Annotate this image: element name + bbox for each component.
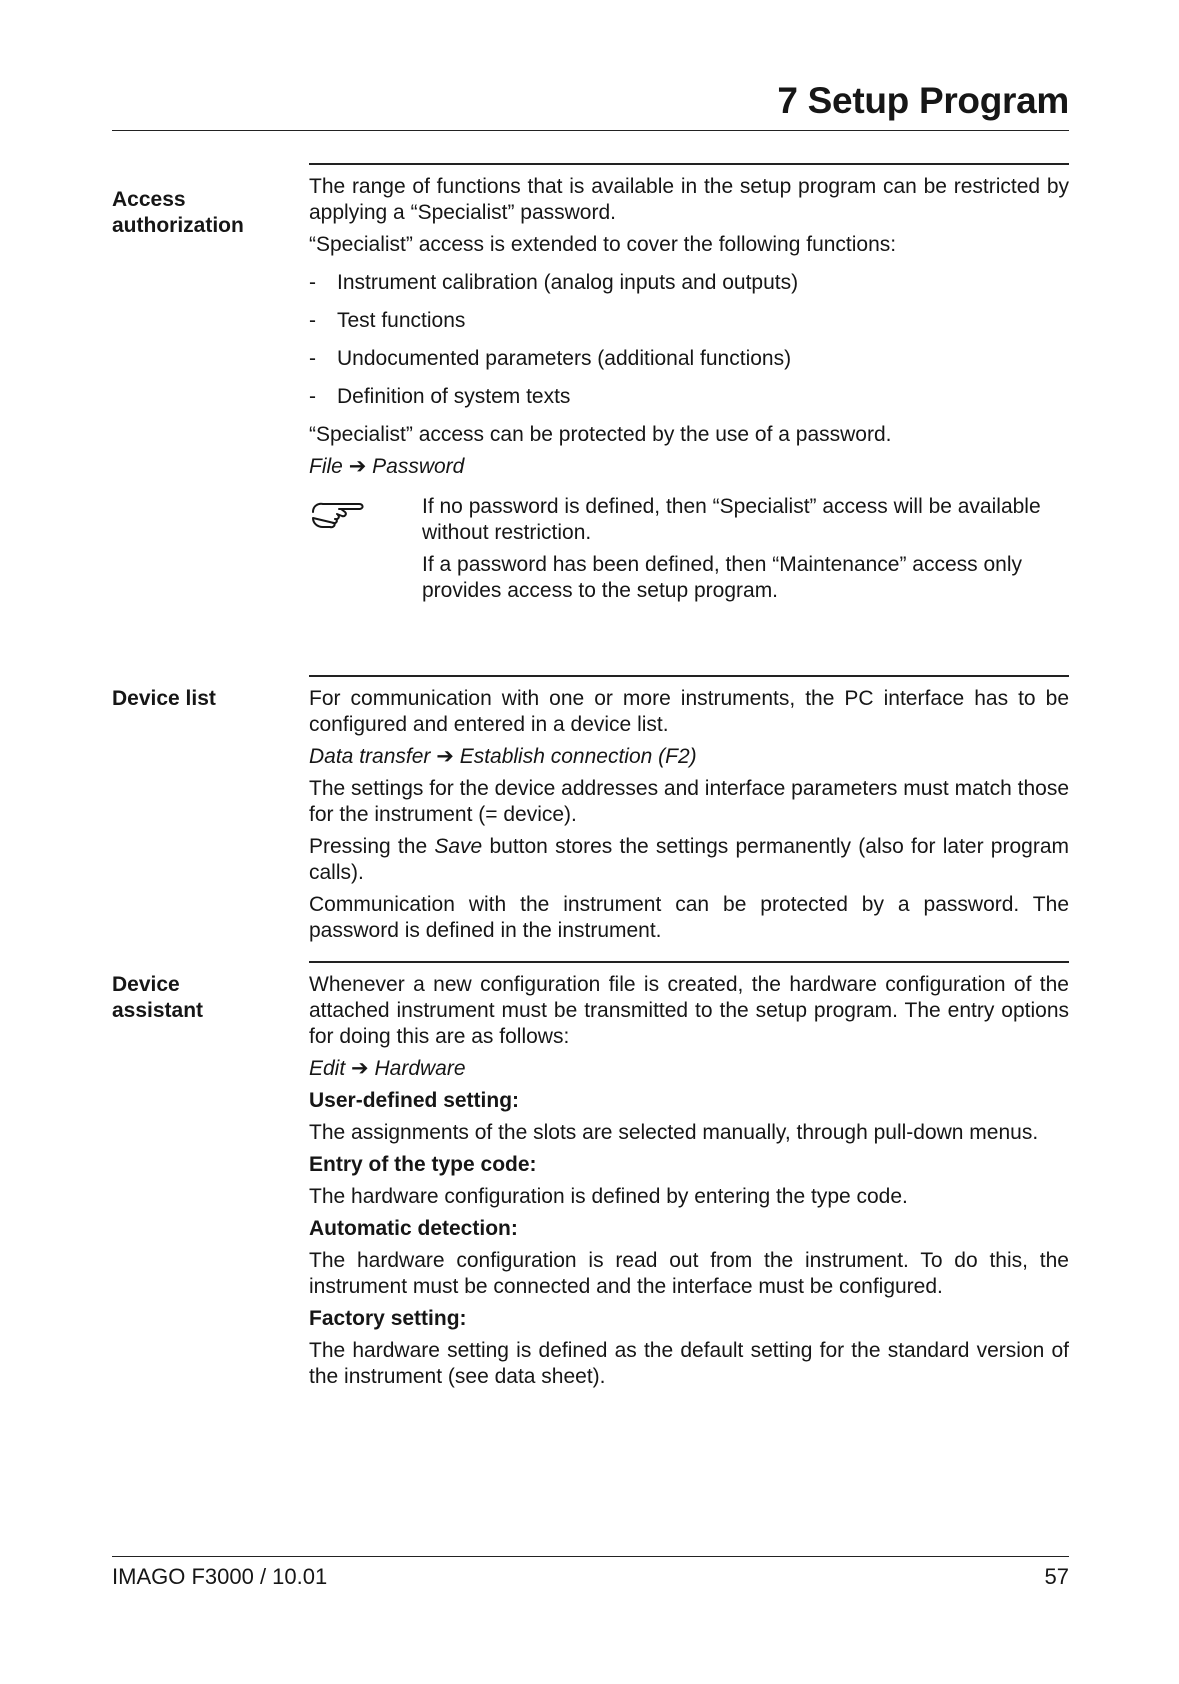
arrow-icon: ➔ (348, 455, 367, 478)
section-separator (309, 163, 1069, 165)
menu-path: Data transfer ➔ Establish connection (F2) (309, 745, 697, 768)
list-item: - Definition of system texts (309, 385, 571, 408)
paragraph: Communication with the instrument can be protected by a password. The password is defined in the instrument. (309, 893, 1069, 942)
footer-rule (112, 1556, 1069, 1557)
arrow-icon: ➔ (351, 1057, 369, 1080)
menu-path: File ➔ Password (309, 455, 465, 478)
list-item: - Test functions (309, 309, 466, 332)
menu-path: Edit ➔ Hardware (309, 1057, 466, 1080)
note-paragraph: If a password has been defined, then “Maintenance” access only provides access to the setup program. (422, 553, 1023, 602)
subheading: Automatic detection: (309, 1217, 518, 1240)
paragraph: The assignments of the slots are selected manually, through pull-down menus. (309, 1121, 1039, 1144)
paragraph: The hardware configuration is defined by entering the type code. (309, 1185, 908, 1208)
section-body-device-list (309, 675, 1069, 950)
pointing-hand-icon (309, 498, 369, 532)
paragraph: Whenever a new configuration file is created, the hardware configuration of the attached instrument must be transmitted to the setup program. The entry options for doing this are as follows: (309, 973, 1069, 1048)
paragraph: The hardware configuration is read out from the instrument. To do this, the instrument must be connected and the interface must be configured. (309, 1249, 1069, 1298)
arrow-icon: ➔ (436, 745, 454, 768)
header-rule (112, 130, 1069, 131)
paragraph: “Specialist” access is extended to cover the following functions: (309, 233, 897, 256)
paragraph: The range of functions that is available in the setup program can be restricted by applying a “Specialist” password. (309, 175, 1069, 224)
subheading: User-defined setting: (309, 1089, 520, 1112)
list-item: - Instrument calibration (analog inputs and outputs) (309, 271, 799, 294)
subheading: Entry of the type code: (309, 1153, 537, 1176)
note-paragraph: If no password is defined, then “Specialist” access will be available without restriction. (422, 495, 1041, 544)
note-box (309, 494, 1069, 604)
paragraph: Pressing the Save button stores the settings permanently (also for later program calls). (309, 835, 1070, 884)
section-body-device-assistant (309, 961, 1069, 1396)
section-label-device-assistant: Device assistant (112, 973, 204, 1022)
page-title: 7 Setup Program (777, 80, 1069, 121)
subheading: Factory setting: (309, 1307, 467, 1330)
page-number: 57 (1044, 1564, 1069, 1589)
section-label-device-list: Device list (112, 687, 216, 710)
paragraph: “Specialist” access can be protected by the use of a password. (309, 423, 892, 446)
function-list (309, 270, 1069, 410)
paragraph: For communication with one or more instruments, the PC interface has to be configured and entered in a device list. (309, 687, 1069, 736)
paragraph: The settings for the device addresses and interface parameters must match those for the instrument (= device). (309, 777, 1069, 826)
footer-document-id: IMAGO F3000 / 10.01 (112, 1564, 328, 1589)
section-body-access-authorization (309, 163, 1069, 610)
section-label-access-authorization: Access authorization (112, 188, 244, 237)
list-item: - Undocumented parameters (additional functions) (309, 347, 792, 370)
section-separator (309, 675, 1069, 677)
section-separator (309, 961, 1069, 963)
paragraph: The hardware setting is defined as the default setting for the standard version of the instrument (see data sheet). (309, 1339, 1069, 1388)
